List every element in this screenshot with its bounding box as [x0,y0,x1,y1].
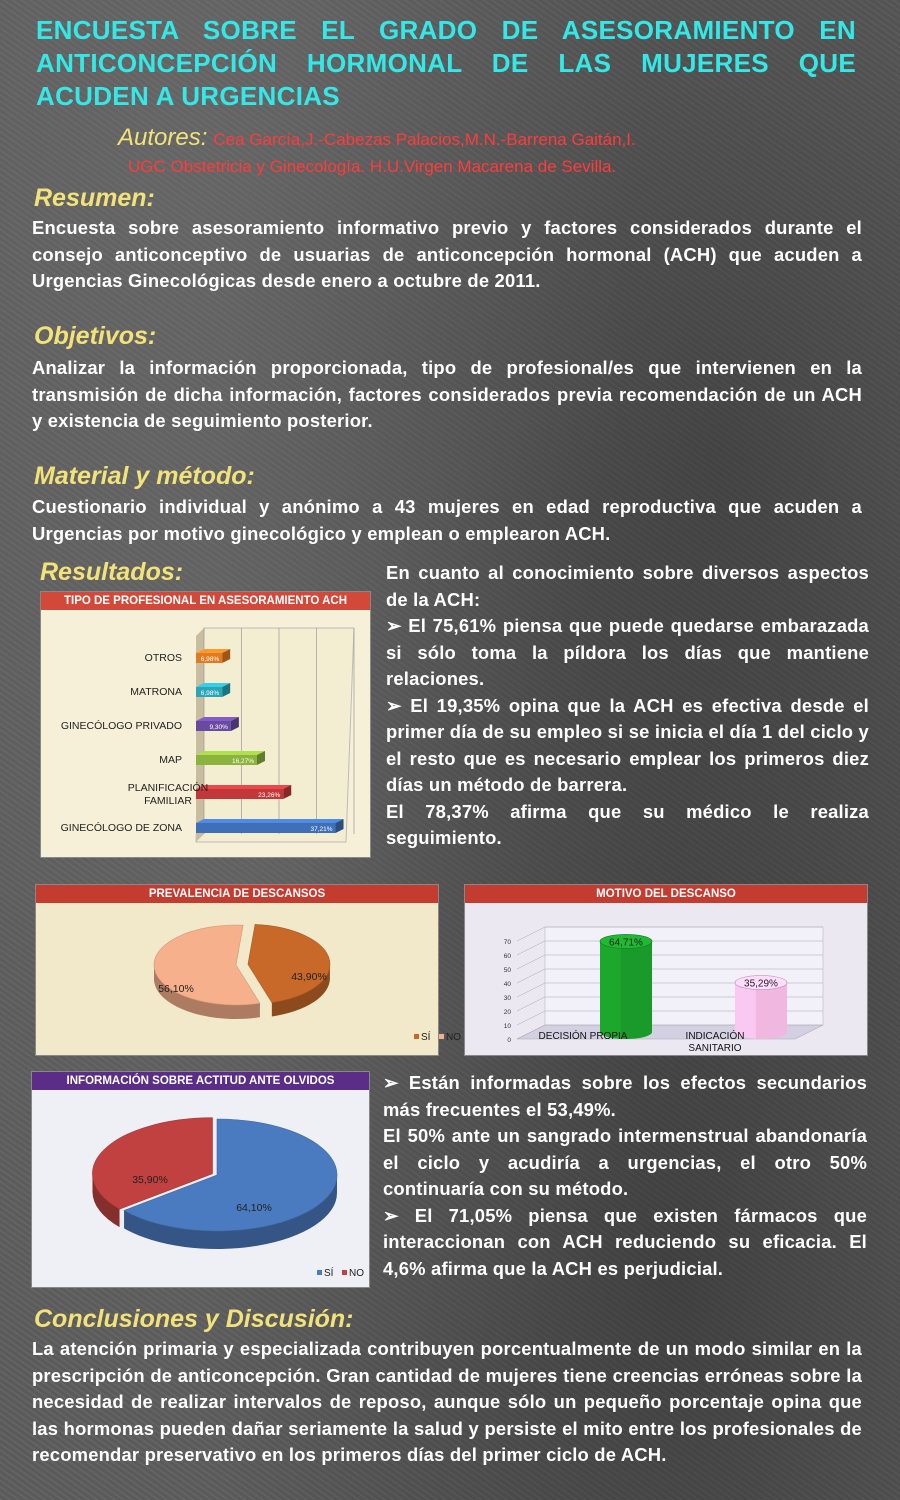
y-tick-label: 70 [503,939,511,946]
objetivos-heading: Objetivos: [34,322,157,350]
resultados-line-5: El 50% ante un sangrado intermenstrual abandonaría el ciclo y acudiría a urgencias, el otro 50% continuaría con su método. [383,1125,867,1199]
category-label: MATRONA [130,686,182,698]
category-label: MAP [159,754,182,766]
resultados-bullet-2: ➢ El 19,35% opina que la ACH es efectiva desde el primer día de su empleo si se inicia el día 1 del ciclo y el resto que es necesario emplear los primeros diez días un método de barrera. [386,694,869,795]
category-label: PLANIFICACIÓN [127,782,209,794]
data-label: 56,10% [158,983,194,995]
conclusiones-text: La atención primaria y especializada contribuyen porcentualmente de un modo similar en la prescripción de anticoncepción. Gran cantidad de mujeres tiene creencias erróneas sobre la necesidad de realizar intervalos de reposo, aunque sólo un pequeño porcentaje opina que las hormonas pueden dañar seriamente la salud y persiste el mito entre los profesionales de recomendar preservativo en los primeros días del primer ciclo de ACH. [32,1338,862,1466]
y-tick-label: 50 [503,967,511,974]
material-text: Cuestionario individual y anónimo a 43 mujeres en edad reproductiva que acuden a Urgencias por motivo ginecológico y emplean o emplearon ACH. [32,496,862,544]
chart-title: PREVALENCIA DE DESCANSOS [36,885,438,903]
bar-top [196,751,265,755]
bar-top [196,819,344,823]
authors-line [118,124,636,152]
data-label: 64,71% [609,937,643,949]
objetivos-text: Analizar la información proporcionada, tipo de profesional/es que intervienen en la transmisión de dicha información, factores considerados previa recomendación de un ACH y existencia de seguimiento posterior. [32,357,862,431]
chart-motivo-plot [465,903,867,1055]
chart-prevalencia [35,884,461,1056]
resumen-heading: Resumen: [34,184,155,212]
data-label: 16,27% [231,758,255,765]
data-label: 37,21% [310,826,333,833]
data-label: 64,10% [236,1202,272,1214]
legend-label: SÍ [421,1032,431,1043]
resultados-text-2 [383,1070,867,1282]
resultados-bullet-4: ➢ Están informadas sobre los efectos secundarios más frecuentes el 53,49%. [383,1072,867,1120]
poster-title: ENCUESTA SOBRE EL GRADO DE ASESORAMIENTO EN ANTICONCEPCIÓN HORMONAL DE LAS MUJERES QUE ACUDEN A URGENCIAS [36,15,856,111]
y-tick-label: 40 [503,981,511,988]
data-label: 23,26% [258,792,281,799]
category-label: GINECÓLOGO DE ZONA [60,822,182,834]
legend-swatch [342,1270,347,1275]
category-label: OTROS [144,652,182,664]
legend-swatch [317,1270,322,1275]
category-label: INDICACIÓN [685,1031,745,1042]
authors-names: Cea García,J.-Cabezas Palacios,M.N.-Barrena Gaitán,I. [213,130,636,149]
resultados-intro: En cuanto al conocimiento sobre diversos aspectos de la ACH: [386,562,869,610]
legend-swatch [439,1034,444,1039]
y-tick-label: 10 [503,1023,511,1030]
y-tick-label: 30 [503,995,511,1002]
chart-tipo-profesional [40,591,371,858]
material-heading: Material y método: [34,462,255,490]
chart-title: MOTIVO DEL DESCANSO [465,885,867,903]
chart-title: INFORMACIÓN SOBRE ACTITUD ANTE OLVIDOS [32,1072,369,1090]
data-label: 35,90% [132,1174,168,1186]
resultados-bullet-6: ➢ El 71,05% piensa que existen fármacos que interaccionan con ACH reduciendo su eficacia. El 4,6% afirma que la ACH es perjudicial. [383,1204,867,1279]
resumen-text: Encuesta sobre asesoramiento informativo previo y factores considerados durante el consejo anticonceptivo de usuarias de anticoncepción hormonal (ACH) que acuden a Urgencias Ginecológicas desde enero a octubre de 2011. [32,217,862,291]
resultados-heading: Resultados: [40,558,184,586]
category-label: GINECÓLOGO PRIVADO [60,720,182,732]
column-highlight [600,941,621,1038]
category-label: DECISIÓN PROPIA [538,1031,628,1042]
chart-prevalencia-plot [36,903,461,1055]
gridline [517,1011,545,1025]
chart-olvidos [31,1071,370,1288]
bar-top [196,785,291,789]
data-label: 6,98% [200,656,220,663]
conclusiones-heading: Conclusiones y Discusión: [34,1305,354,1333]
institution: UGC Obstetricia y Ginecología. H.U.Virgen Macarena de Sevilla. [128,157,617,176]
chart-title: TIPO DE PROFESIONAL EN ASESORAMIENTO ACH [41,592,370,610]
legend-label: NO [349,1268,364,1279]
resultados-bullet-1: ➢ El 75,61% piensa que puede quedarse embarazada si sólo toma la píldora los días que mantiene relaciones. [386,615,869,689]
data-label: 35,29% [744,978,778,990]
gridline [517,983,545,997]
category-label: FAMILIAR [144,795,192,807]
gridline [517,997,545,1011]
resultados-text-1 [386,560,869,852]
data-label: 43,90% [291,971,327,983]
legend-label: SÍ [324,1268,334,1279]
y-tick-label: 60 [503,953,511,960]
data-label: 9,30% [209,724,228,731]
gridline [517,927,545,941]
gridline [517,955,545,969]
y-tick-label: 0 [507,1037,511,1044]
gridline [517,969,545,983]
chart-motivo [464,884,868,1056]
y-tick-label: 20 [503,1009,511,1016]
legend-label: NO [446,1032,461,1043]
chart-tipo-profesional-plot [41,610,370,857]
resultados-line-3: El 78,37% afirma que su médico le realiza seguimiento. [386,800,869,848]
legend-swatch [414,1034,419,1039]
category-label: SANITARIO [688,1043,742,1054]
authors-label: Autores: [118,124,208,151]
data-label: 6,98% [200,690,220,697]
chart-olvidos-plot [32,1090,369,1287]
gridline [517,941,545,955]
